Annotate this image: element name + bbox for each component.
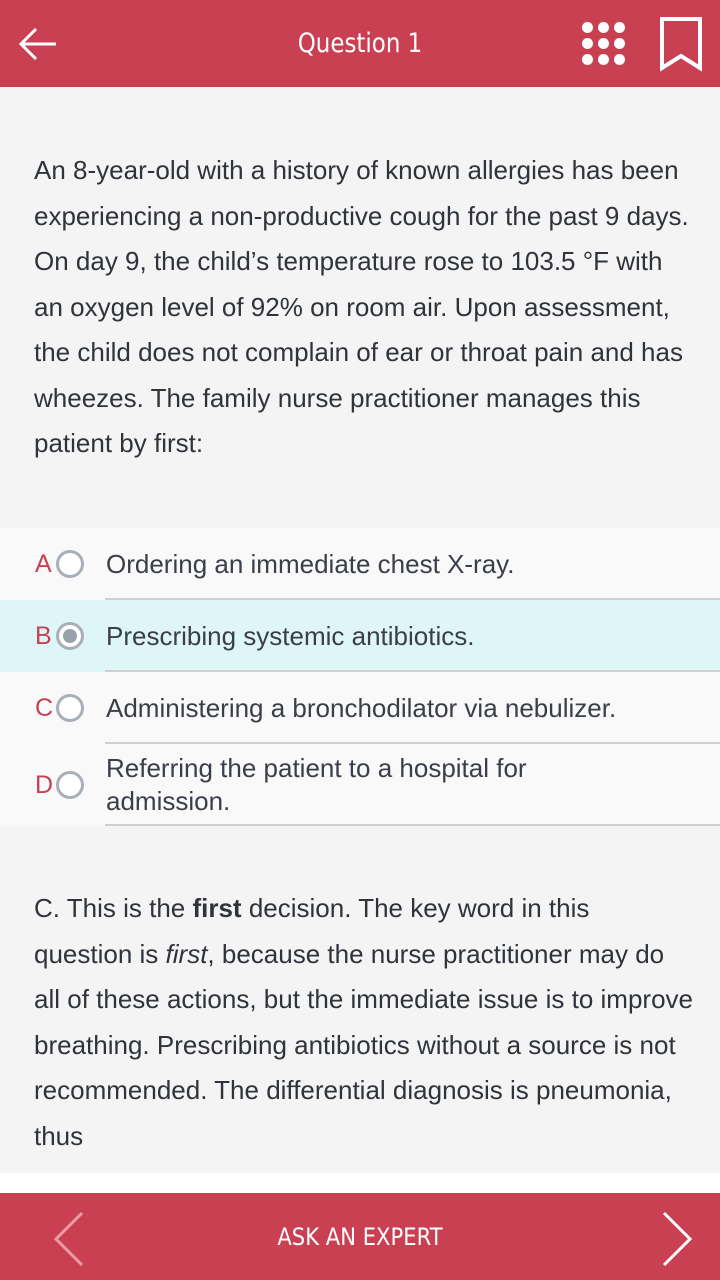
option-c[interactable] <box>0 672 720 744</box>
option-letter: A <box>35 549 52 578</box>
explanation-text <box>34 886 694 1173</box>
explanation-italic: first <box>165 938 208 969</box>
app-header <box>0 0 720 87</box>
radio-button[interactable] <box>56 694 84 722</box>
option-letter: C <box>35 693 54 722</box>
chevron-right-icon[interactable] <box>660 1211 694 1267</box>
option-text: Referring the patient to a hospital for admission. <box>106 753 527 816</box>
radio-button[interactable] <box>56 771 84 799</box>
footer-spacer <box>0 1173 720 1193</box>
back-arrow-icon[interactable] <box>18 26 58 62</box>
explanation-part: C. This is the <box>34 893 193 923</box>
option-text: Prescribing systemic antibiotics. <box>106 620 475 651</box>
option-d[interactable] <box>0 744 720 826</box>
option-a[interactable] <box>0 528 720 600</box>
divider <box>105 824 720 826</box>
question-text: An 8-year-old with a history of known allergies has been experiencing a non-productive cough for the past 9 days. On day 9, the child’s temperature rose to 103.5 °F with an oxygen level of 92% on room air. Upon assessment, the child does not complain of ear or throat pain and has wheezes. The family nurse practitioner manages this patient by first: <box>34 155 689 458</box>
option-letter: D <box>35 770 54 799</box>
explanation-part: , because the nurse practitioner may do all of these actions, but the immediate issue is to improve breathing. Prescribing antibiotics without a source is not recommended. The differential diagnosis is pneumonia, thus <box>34 938 693 1151</box>
bookmark-icon[interactable] <box>658 16 704 72</box>
page-title: Question 1 <box>297 28 423 59</box>
option-letter: B <box>35 621 52 650</box>
option-b[interactable] <box>0 600 720 672</box>
bottom-bar <box>0 1193 720 1280</box>
radio-button[interactable] <box>56 550 84 578</box>
question-grid-icon[interactable] <box>580 20 628 68</box>
ask-expert-button[interactable]: ASK AN EXPERT <box>277 1223 443 1251</box>
answer-options <box>0 528 720 826</box>
radio-button-selected[interactable] <box>56 622 84 650</box>
explanation-part: decision. The key word in this question is <box>34 893 590 969</box>
option-text: Administering a bronchodilator via nebulizer. <box>106 692 617 723</box>
explanation-bold: first <box>192 893 242 923</box>
option-text: Ordering an immediate chest X-ray. <box>106 548 515 579</box>
